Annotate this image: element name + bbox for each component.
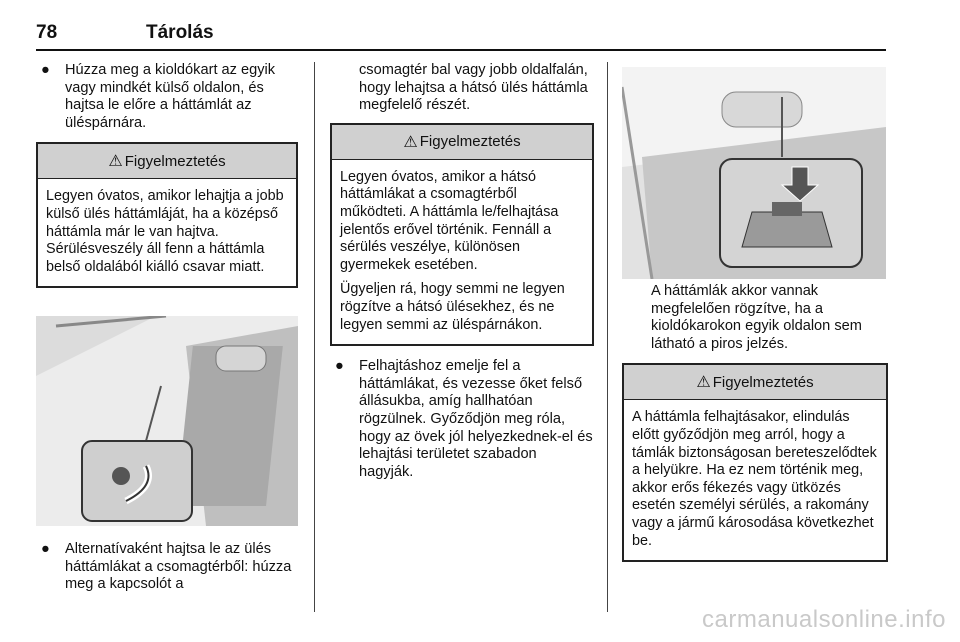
list-item: ● Húzza meg a kioldókart az egyik vagy mindkét külső oldalon, és hajtsa le előre a háttámlát az üléspárnára.: [41, 62, 276, 131]
header-rule: [36, 49, 886, 51]
warning-triangle-icon: ⚠: [403, 133, 418, 151]
warning-title: Figyelmeztetés: [419, 133, 521, 151]
bullet-icon: ●: [41, 541, 50, 557]
page-number: 78: [36, 22, 58, 43]
warning-header: [332, 125, 592, 160]
seat-indicator-illustration: [622, 67, 886, 279]
bullet-icon: ●: [41, 62, 50, 78]
column-1-bottom: [36, 541, 298, 594]
warning-title: Figyelmeztetés: [712, 373, 814, 391]
warning-triangle-icon: ⚠: [108, 153, 123, 171]
column-divider: [607, 62, 608, 612]
warning-body: A háttámla felhajtásakor, elindulás előtt győződjön meg arról, hogy a támlák biztonságosan bereteszelődtek a helyükre. Ha ez nem történik meg, akkor erős fékezés vagy ütközés esetén személyi sérülés, a rakomány vagy a jármű károsodása következhet be.: [632, 409, 877, 549]
column-3: [622, 283, 888, 562]
warning-box: [330, 123, 594, 346]
column-1: [36, 62, 298, 288]
list-item: ● Felhajtáshoz emelje fel a háttámlákat, és vezesse őket felső állásukba, amíg hallhatóan rögzülnek. Győződjön meg róla, hogy az övek jól helyezkednek-el és lehajtási területet szabadon hagyják.: [335, 358, 593, 480]
warning-triangle-icon: ⚠: [696, 374, 711, 392]
warning-box: [36, 142, 298, 288]
bullet-icon: ●: [335, 358, 344, 375]
column-2: [330, 62, 594, 481]
warning-header: [624, 365, 886, 400]
warning-title: Figyelmeztetés: [124, 152, 226, 170]
warning-header: [38, 144, 296, 179]
column-divider: [314, 62, 315, 612]
continuation-text: csomagtér bal vagy jobb oldalfalán, hogy lehajtsa a hátsó ülés háttámla megfelelő részét.: [359, 62, 588, 114]
warning-box: [622, 363, 888, 562]
page-header: [36, 22, 886, 52]
list-item: ● Alternatívaként hajtsa le az ülés háttámlákat a csomagtérből: húzza meg a kapcsolót a: [41, 541, 292, 593]
warning-body: Legyen óvatos, amikor a hátsó háttámlákat a csomagtérből működteti. A háttámla le/felhajtása jelentős erővel történik. Fennáll a sérülés veszélye, különösen gyermekek esetében. Ügyeljen rá, hogy semmi ne legyen rögzítve a hátsó ülésekhez, és ne legyen semmi az üléspárnákon.: [340, 168, 565, 333]
section-title: Tárolás: [146, 22, 214, 43]
trunk-lever-illustration: [36, 316, 298, 526]
warning-body: Legyen óvatos, amikor lehajtja a jobb külső ülés háttámláját, ha a középső háttámla már le van hajtva. Sérülésveszély áll fenn a háttámla belső oldalából kiálló csavar miatt.: [46, 188, 284, 275]
image-caption: A háttámlák akkor vannak megfelelően rögzítve, ha a kioldókarokon egyik oldalon sem látható a piros jelzés.: [651, 283, 862, 352]
watermark: carmanualsonline.info: [702, 606, 946, 633]
